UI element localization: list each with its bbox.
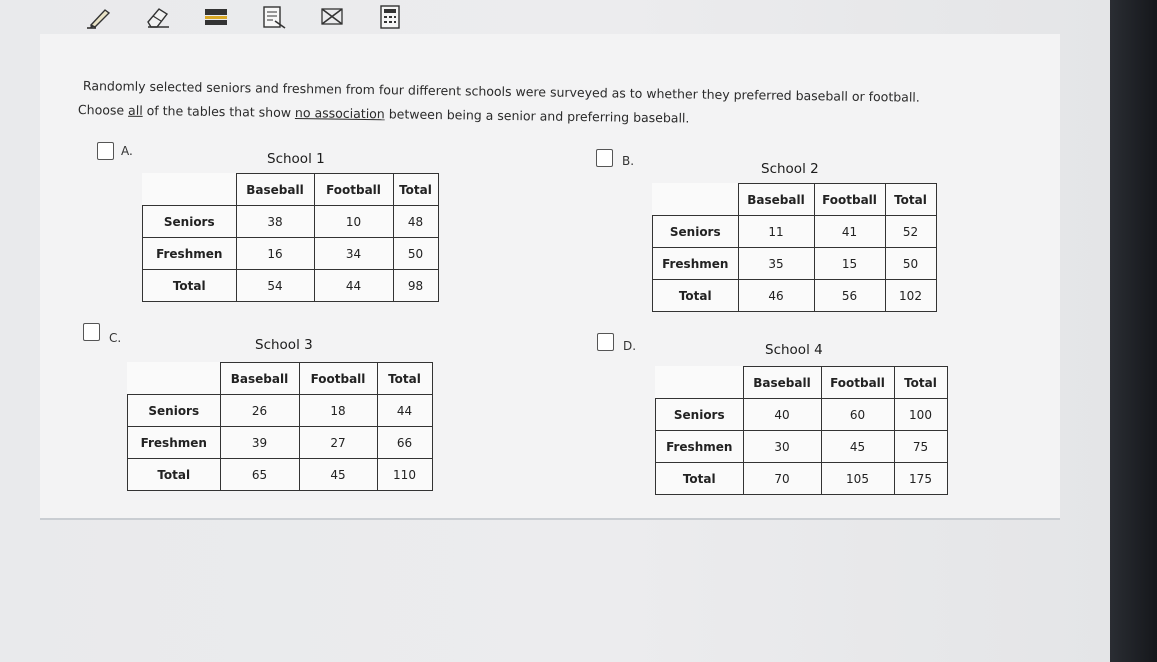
row-header: Seniors — [143, 206, 237, 238]
row-header: Total — [653, 280, 739, 312]
option-c-school-title: School 3 — [255, 337, 313, 353]
eraser-icon[interactable] — [143, 4, 173, 30]
row-header: Seniors — [656, 399, 744, 431]
option-a-school-title: School 1 — [267, 151, 325, 167]
table-cell: 11 — [738, 216, 814, 248]
table-cell: 60 — [821, 399, 894, 431]
column-header: Total — [885, 184, 936, 216]
table-row — [656, 431, 948, 463]
table-cell: 70 — [743, 463, 821, 495]
table-cell: 45 — [299, 459, 377, 491]
table-row — [656, 463, 948, 495]
option-d-table — [655, 366, 948, 495]
table-cell: 45 — [821, 431, 894, 463]
corner-cell — [653, 184, 739, 216]
table-cell: 16 — [236, 238, 314, 270]
column-header: Total — [894, 367, 947, 399]
row-header: Seniors — [653, 216, 739, 248]
cross-out-icon[interactable] — [317, 4, 347, 30]
column-header: Baseball — [738, 184, 814, 216]
table-cell: 65 — [220, 459, 299, 491]
corner-cell — [128, 363, 221, 395]
question-prompt: Randomly selected seniors and freshmen from four different schools were surveyed as to whether they preferred baseball or football. — [82, 78, 920, 105]
row-header: Total — [128, 459, 221, 491]
table-cell: 10 — [314, 206, 393, 238]
table-cell: 100 — [894, 399, 947, 431]
table-cell: 50 — [885, 248, 936, 280]
row-header: Seniors — [128, 395, 221, 427]
corner-cell — [143, 174, 237, 206]
column-header: Total — [393, 174, 438, 206]
option-a-table — [142, 173, 439, 302]
table-row — [128, 427, 433, 459]
table-row — [656, 399, 948, 431]
table-cell: 98 — [393, 270, 438, 302]
table-cell: 66 — [377, 427, 432, 459]
table-row — [143, 270, 439, 302]
row-header: Freshmen — [653, 248, 739, 280]
table-row — [128, 459, 433, 491]
table-row — [143, 206, 439, 238]
table-row — [653, 280, 937, 312]
table-cell: 54 — [236, 270, 314, 302]
table-cell: 40 — [743, 399, 821, 431]
table-cell: 26 — [220, 395, 299, 427]
table-cell: 102 — [885, 280, 936, 312]
column-header: Football — [821, 367, 894, 399]
table-cell: 52 — [885, 216, 936, 248]
calculator-icon[interactable] — [375, 4, 405, 30]
notepad-icon[interactable] — [259, 4, 289, 30]
table-row — [653, 248, 937, 280]
table-cell: 44 — [314, 270, 393, 302]
option-c-table — [127, 362, 433, 491]
table-cell: 50 — [393, 238, 438, 270]
option-d-school-title: School 4 — [765, 342, 823, 358]
table-cell: 110 — [377, 459, 432, 491]
option-c-checkbox[interactable] — [83, 323, 100, 341]
table-cell: 105 — [821, 463, 894, 495]
question-instruction: Choose all of the tables that show no association between being a senior and preferring baseball. — [77, 102, 690, 126]
table-cell: 27 — [299, 427, 377, 459]
option-d-label: D. — [623, 339, 637, 353]
option-a-label: A. — [121, 144, 133, 158]
row-header: Total — [656, 463, 744, 495]
highlighter-icon[interactable] — [201, 4, 231, 30]
table-row — [128, 395, 433, 427]
column-header: Baseball — [236, 174, 314, 206]
table-row — [653, 216, 937, 248]
monitor-bezel — [1110, 0, 1157, 662]
table-cell: 56 — [814, 280, 885, 312]
table-cell: 41 — [814, 216, 885, 248]
table-cell: 34 — [314, 238, 393, 270]
option-b-table — [652, 183, 937, 312]
column-header: Football — [814, 184, 885, 216]
table-cell: 15 — [814, 248, 885, 280]
table-cell: 18 — [299, 395, 377, 427]
tool-bar — [85, 2, 405, 32]
pencil-icon[interactable] — [85, 4, 115, 30]
option-b-checkbox[interactable] — [596, 149, 613, 167]
column-header: Football — [299, 363, 377, 395]
table-cell: 35 — [738, 248, 814, 280]
table-cell: 38 — [236, 206, 314, 238]
row-header: Total — [143, 270, 237, 302]
option-d-checkbox[interactable] — [597, 333, 614, 351]
column-header: Baseball — [743, 367, 821, 399]
column-header: Baseball — [220, 363, 299, 395]
row-header: Freshmen — [143, 238, 237, 270]
table-cell: 48 — [393, 206, 438, 238]
table-cell: 39 — [220, 427, 299, 459]
option-b-label: B. — [622, 154, 635, 168]
option-a-checkbox[interactable] — [97, 142, 114, 160]
row-header: Freshmen — [128, 427, 221, 459]
table-cell: 75 — [894, 431, 947, 463]
column-header: Total — [377, 363, 432, 395]
table-cell: 30 — [743, 431, 821, 463]
option-c-label: C. — [109, 331, 122, 345]
option-b-school-title: School 2 — [761, 161, 819, 177]
column-header: Football — [314, 174, 393, 206]
corner-cell — [656, 367, 744, 399]
table-cell: 175 — [894, 463, 947, 495]
row-header: Freshmen — [656, 431, 744, 463]
table-cell: 46 — [738, 280, 814, 312]
table-cell: 44 — [377, 395, 432, 427]
table-row — [143, 238, 439, 270]
